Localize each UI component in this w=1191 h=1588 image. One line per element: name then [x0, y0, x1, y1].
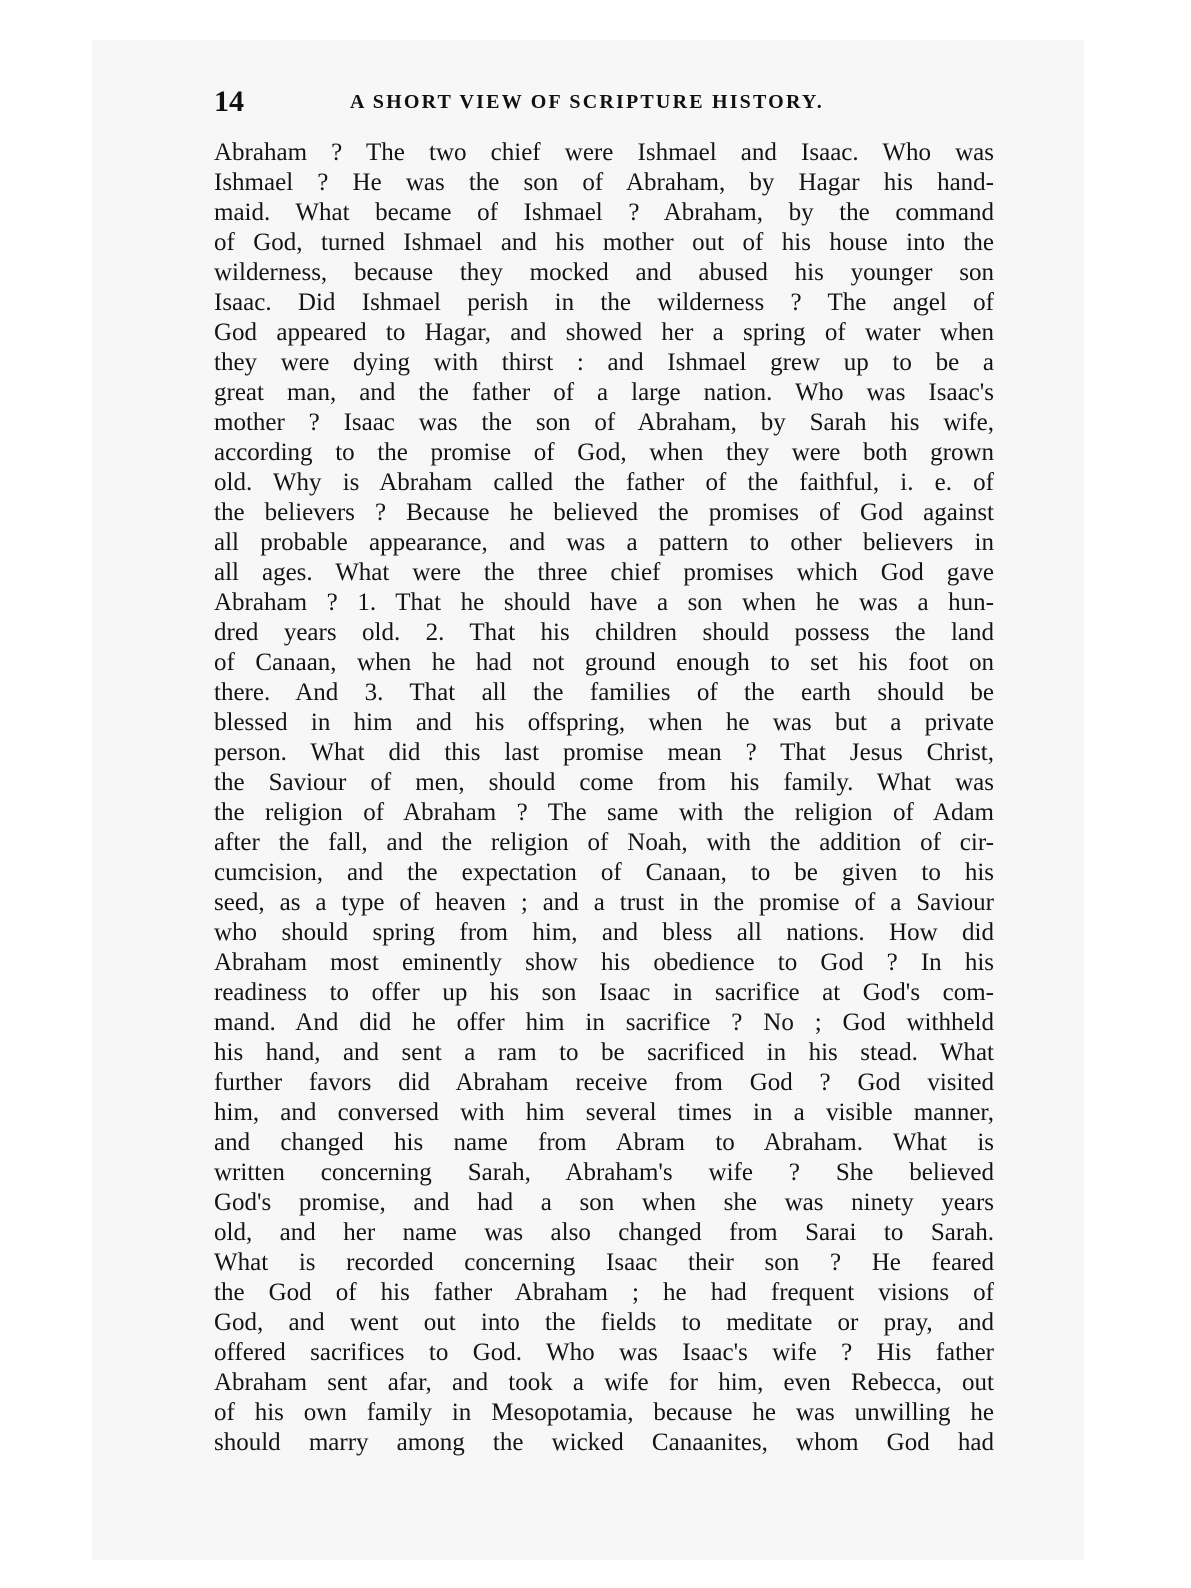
text-line: the Saviour of men, should come from his family. What was — [214, 769, 994, 796]
text-line: Abraham most eminently show his obedience to God ? In his — [214, 949, 994, 976]
text-line: What is recorded concerning Isaac their son ? He feared — [214, 1249, 994, 1276]
text-line: seed, as a type of heaven ; and a trust in the promise of a Saviour — [214, 889, 994, 916]
text-line: maid. What became of Ishmael ? Abraham, by the command — [214, 199, 994, 226]
text-line: great man, and the father of a large nation. Who was Isaac's — [214, 379, 994, 406]
text-line: Isaac. Did Ishmael perish in the wilderness ? The angel of — [214, 289, 994, 316]
text-line: who should spring from him, and bless all nations. How did — [214, 919, 994, 946]
text-line: all ages. What were the three chief promises which God gave — [214, 559, 994, 586]
text-line: written concerning Sarah, Abraham's wife ? She believed — [214, 1159, 994, 1186]
page-number: 14 — [214, 85, 244, 118]
text-line: cumcision, and the expectation of Canaan, to be given to his — [214, 859, 994, 886]
text-line: Abraham sent afar, and took a wife for him, even Rebecca, out — [214, 1369, 994, 1396]
text-line: wilderness, because they mocked and abused his younger son — [214, 259, 994, 286]
text-line: the believers ? Because he believed the promises of God against — [214, 499, 994, 526]
text-line: according to the promise of God, when they were both grown — [214, 439, 994, 466]
text-line: God, and went out into the fields to meditate or pray, and — [214, 1309, 994, 1336]
text-line: should marry among the wicked Canaanites, whom God had — [214, 1429, 994, 1456]
text-line: offered sacrifices to God. Who was Isaac's wife ? His father — [214, 1339, 994, 1366]
text-line: his hand, and sent a ram to be sacrificed in his stead. What — [214, 1039, 994, 1066]
text-line: of Canaan, when he had not ground enough to set his foot on — [214, 649, 994, 676]
body-text — [214, 138, 994, 1458]
text-line: and changed his name from Abram to Abraham. What is — [214, 1129, 994, 1156]
text-line: they were dying with thirst : and Ishmael grew up to be a — [214, 349, 994, 376]
text-line: mother ? Isaac was the son of Abraham, by Sarah his wife, — [214, 409, 994, 436]
running-head: A SHORT VIEW OF SCRIPTURE HISTORY. — [350, 91, 824, 113]
text-line: mand. And did he offer him in sacrifice ? No ; God withheld — [214, 1009, 994, 1036]
text-line: Abraham ? The two chief were Ishmael and Isaac. Who was — [214, 139, 994, 166]
page-header — [214, 84, 994, 120]
text-line: God's promise, and had a son when she was ninety years — [214, 1189, 994, 1216]
text-line: further favors did Abraham receive from God ? God visited — [214, 1069, 994, 1096]
text-line: him, and conversed with him several times in a visible manner, — [214, 1099, 994, 1126]
text-line: readiness to offer up his son Isaac in sacrifice at God's com- — [214, 979, 994, 1006]
text-line: God appeared to Hagar, and showed her a spring of water when — [214, 319, 994, 346]
text-line: after the fall, and the religion of Noah, with the addition of cir- — [214, 829, 994, 856]
text-line: Ishmael ? He was the son of Abraham, by Hagar his hand- — [214, 169, 994, 196]
text-line: old, and her name was also changed from Sarai to Sarah. — [214, 1219, 994, 1246]
text-line: the God of his father Abraham ; he had frequent visions of — [214, 1279, 994, 1306]
text-line: of his own family in Mesopotamia, because he was unwilling he — [214, 1399, 994, 1426]
text-line: there. And 3. That all the families of the earth should be — [214, 679, 994, 706]
text-line: old. Why is Abraham called the father of the faithful, i. e. of — [214, 469, 994, 496]
text-line: Abraham ? 1. That he should have a son when he was a hun- — [214, 589, 994, 616]
text-line: person. What did this last promise mean ? That Jesus Christ, — [214, 739, 994, 766]
text-line: all probable appearance, and was a pattern to other believers in — [214, 529, 994, 556]
text-line: of God, turned Ishmael and his mother out of his house into the — [214, 229, 994, 256]
text-line: the religion of Abraham ? The same with the religion of Adam — [214, 799, 994, 826]
text-line: dred years old. 2. That his children should possess the land — [214, 619, 994, 646]
text-line: blessed in him and his offspring, when he was but a private — [214, 709, 994, 736]
